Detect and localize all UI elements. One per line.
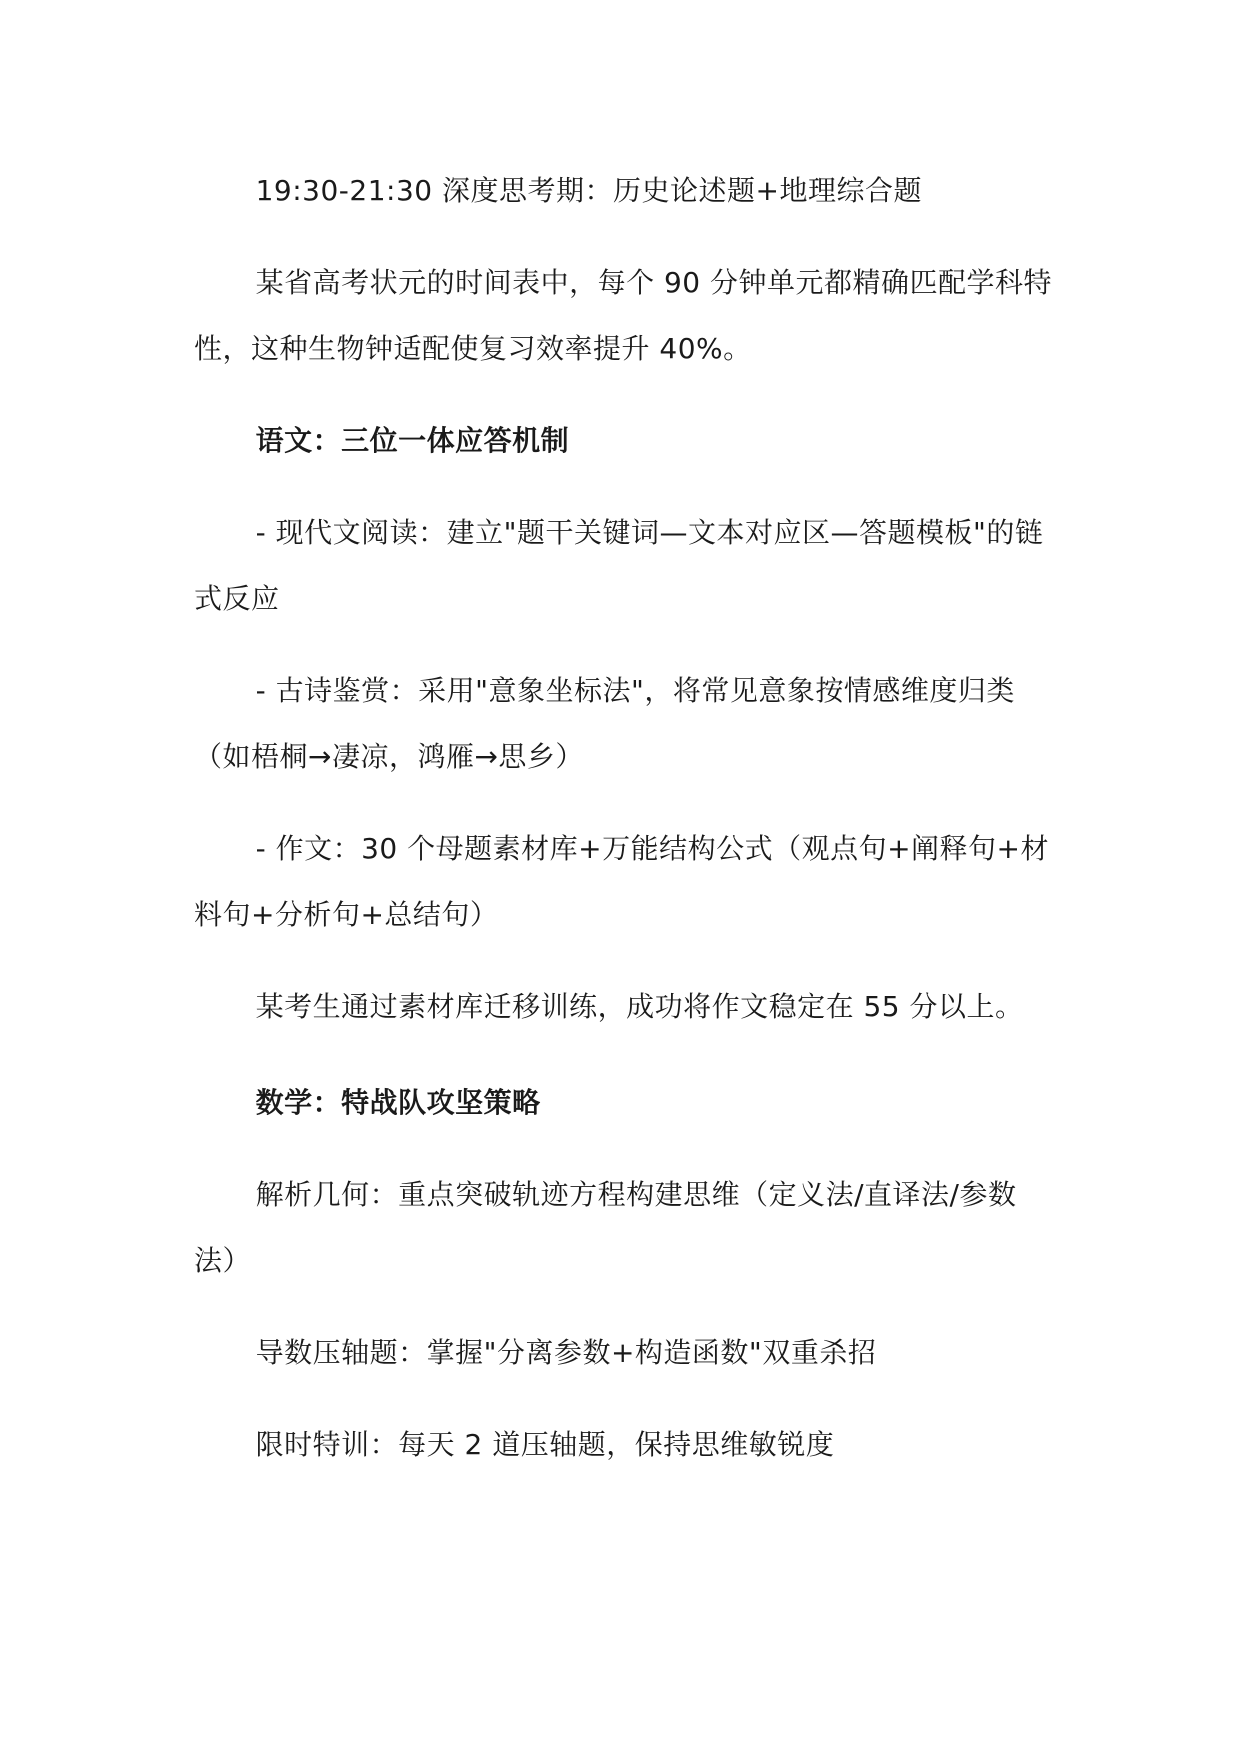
list-item: - 现代文阅读：建立"题干关键词—文本对应区—答题模板"的链式反应 [194,516,1044,615]
list-item: 限时特训：每天 2 道压轴题，保持思维敏锐度 [255,1428,835,1461]
list-item: - 作文：30 个母题素材库+万能结构公式（观点句+阐释句+材料句+分析句+总结句） [194,832,1050,931]
body-paragraph: 某考生通过素材库迁移训练，成功将作文稳定在 55 分以上。 [255,990,1024,1023]
section-heading-chinese: 语文：三位一体应答机制 [255,424,570,457]
list-item: 导数压轴题：掌握"分离参数+构造函数"双重杀招 [255,1336,877,1369]
section-heading-math: 数学：特战队攻坚策略 [255,1086,541,1119]
list-item: 解析几何：重点突破轨迹方程构建思维（定义法/直译法/参数法） [194,1178,1017,1277]
body-paragraph: 某省高考状元的时间表中，每个 90 分钟单元都精确匹配学科特性，这种生物钟适配使复习效率提升 40%。 [194,266,1053,365]
schedule-line: 19:30-21:30 深度思考期：历史论述题+地理综合题 [255,174,922,207]
list-item: - 古诗鉴赏：采用"意象坐标法"，将常见意象按情感维度归类（如梧桐→凄凉，鸿雁→思乡） [194,674,1015,773]
document-body [194,158,1054,1478]
